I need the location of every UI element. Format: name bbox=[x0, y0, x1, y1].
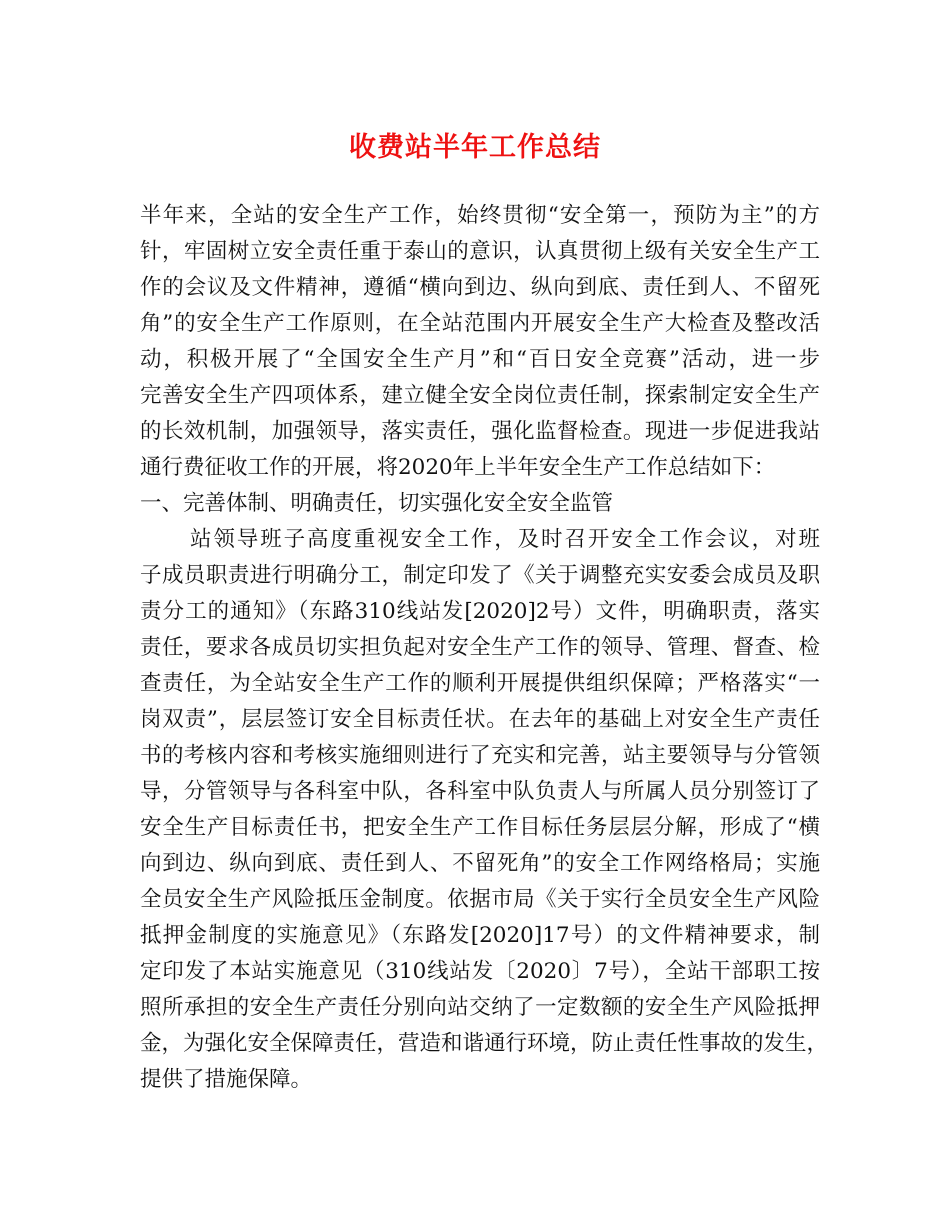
intro-line: 的长效机制，加强领导，落实责任，强化监督检查。现进一步促进我站 bbox=[140, 419, 820, 444]
body-line: 书的考核内容和考核实施细则进行了充实和完善，站主要领导与分管领 bbox=[140, 743, 820, 768]
body-line: 安全生产目标责任书，把安全生产工作目标任务层层分解，形成了“横 bbox=[140, 815, 820, 840]
document-title: 收费站半年工作总结 bbox=[349, 132, 601, 163]
body-line: 站领导班子高度重视安全工作，及时召开安全工作会议，对班 bbox=[190, 527, 820, 552]
intro-line: 半年来，全站的安全生产工作，始终贯彻“安全第一，预防为主”的方 bbox=[140, 203, 820, 228]
body-line: 向到边、纵向到底、责任到人、不留死角”的安全工作网络格局；实施 bbox=[140, 851, 820, 876]
body-line: 责任，要求各成员切实担负起对安全生产工作的领导、管理、督查、检 bbox=[140, 635, 820, 660]
intro-line: 针，牢固树立安全责任重于泰山的意识，认真贯彻上级有关安全生产工 bbox=[140, 239, 820, 264]
intro-line: 角”的安全生产工作原则，在全站范围内开展安全生产大检查及整改活 bbox=[140, 311, 820, 336]
body-line: 全员安全生产风险抵压金制度。依据市局《关于实行全员安全生产风险 bbox=[140, 887, 820, 912]
body-line: 查责任，为全站安全生产工作的顺利开展提供组织保障；严格落实“一 bbox=[140, 671, 820, 696]
body-line: 照所承担的安全生产责任分别向站交纳了一定数额的安全生产风险抵押 bbox=[140, 995, 820, 1020]
section-heading: 一、完善体制、明确责任，切实强化安全安全监管 bbox=[140, 491, 614, 516]
body-line: 金，为强化安全保障责任，营造和谐通行环境，防止责任性事故的发生， bbox=[140, 1031, 829, 1056]
intro-line: 作的会议及文件精神，遵循“横向到边、纵向到底、责任到人、不留死 bbox=[140, 275, 820, 300]
body-line: 导，分管领导与各科室中队，各科室中队负责人与所属人员分别签订了 bbox=[140, 779, 820, 804]
body-line: 子成员职责进行明确分工，制定印发了《关于调整充实安委会成员及职 bbox=[140, 563, 820, 588]
body-line: 提供了措施保障。 bbox=[140, 1067, 313, 1092]
intro-line: 完善安全生产四项体系，建立健全安全岗位责任制，探索制定安全生产 bbox=[140, 383, 820, 408]
body-line: 责分工的通知》（东路310线站发[2020]2号）文件，明确职责，落实 bbox=[140, 599, 820, 624]
body-line: 定印发了本站实施意见（310线站发〔2020〕7号），全站干部职工按 bbox=[140, 959, 820, 984]
intro-line: 动，积极开展了“全国安全生产月”和“百日安全竞赛”活动，进一步 bbox=[140, 347, 820, 372]
body-line: 岗双责”，层层签订安全目标责任状。在去年的基础上对安全生产责任 bbox=[140, 707, 820, 732]
intro-line: 通行费征收工作的开展，将2020年上半年安全生产工作总结如下： bbox=[140, 455, 776, 480]
body-line: 抵押金制度的实施意见》（东路发[2020]17号）的文件精神要求，制 bbox=[140, 923, 820, 948]
